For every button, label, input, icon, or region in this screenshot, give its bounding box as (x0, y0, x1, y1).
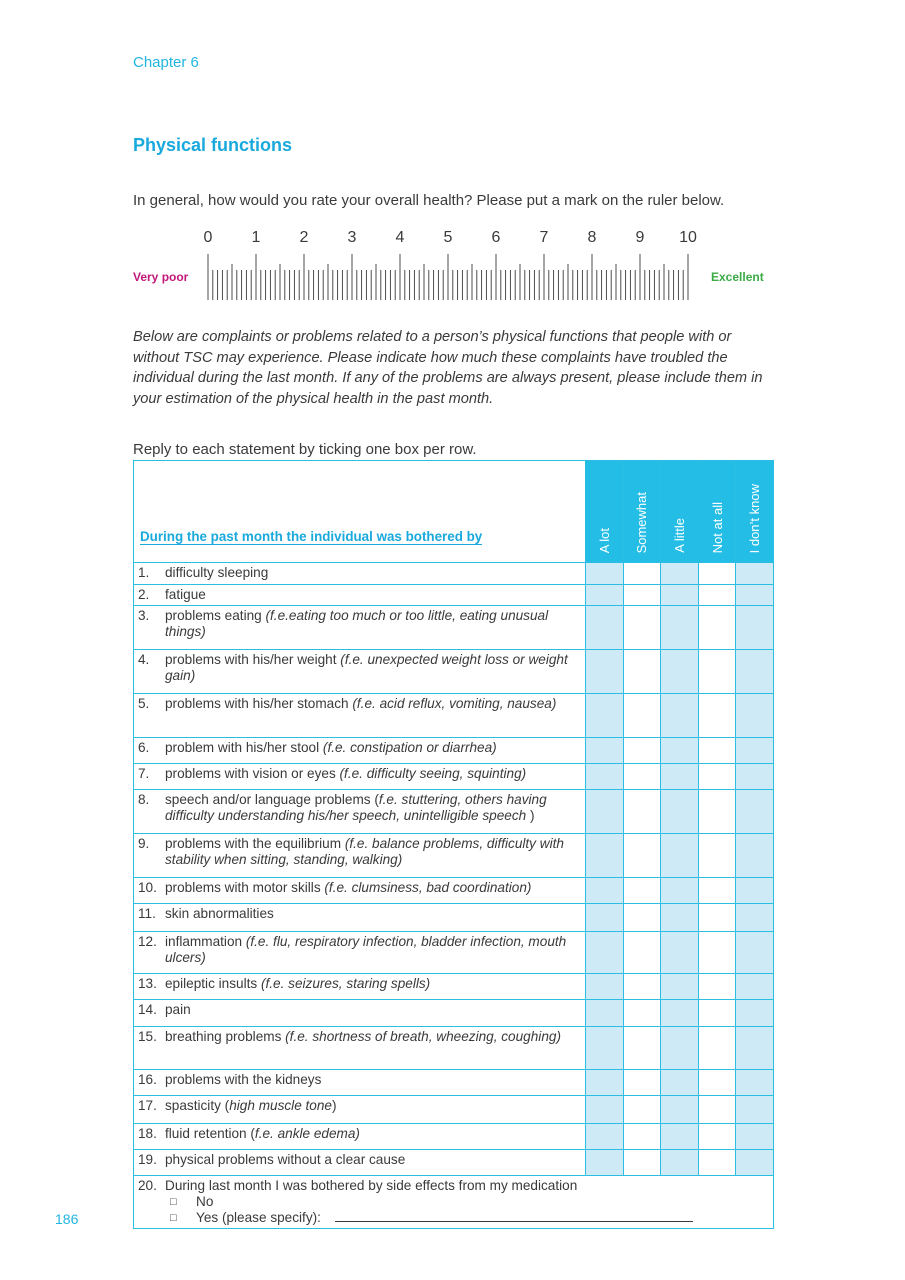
questionnaire-table (133, 460, 774, 1229)
question-item (134, 563, 586, 585)
answer-checkbox[interactable] (586, 878, 624, 904)
answer-checkbox[interactable] (736, 1150, 774, 1176)
answer-checkbox[interactable] (698, 585, 736, 606)
answer-checkbox[interactable] (586, 1000, 624, 1027)
answer-checkbox[interactable] (661, 1096, 699, 1124)
question-item (134, 878, 586, 904)
answer-checkbox[interactable] (661, 650, 699, 694)
item-example: (f.e.eating too much or too little, eating unusual things) (165, 608, 549, 639)
answer-checkbox[interactable] (623, 694, 661, 738)
ruler-tick-label: 4 (395, 229, 405, 246)
question-item (134, 1070, 586, 1096)
table-row (134, 834, 774, 878)
answer-checkbox[interactable] (736, 1000, 774, 1027)
answer-checkbox[interactable] (623, 606, 661, 650)
answer-checkbox[interactable] (698, 904, 736, 932)
item-text: skin abnormalities (165, 906, 274, 921)
answer-checkbox[interactable] (586, 764, 624, 790)
question-item (134, 834, 586, 878)
item-number: 3. (138, 608, 150, 623)
ruler-left-label: Very poor (133, 270, 189, 284)
item-text: fatigue (165, 587, 206, 602)
item-number: 16. (138, 1072, 157, 1087)
answer-checkbox[interactable] (736, 1096, 774, 1124)
question-item (134, 1000, 586, 1027)
item-text: fluid retention (f.e. ankle edema) (165, 1126, 360, 1141)
item-number: 15. (138, 1029, 157, 1044)
ruler-tick-label: 5 (443, 229, 453, 246)
answer-checkbox[interactable] (736, 974, 774, 1000)
item-text: During last month I was bothered by side effects from my medication (165, 1178, 578, 1193)
answer-checkbox[interactable] (736, 1027, 774, 1070)
item-number: 10. (138, 880, 157, 895)
ruler-scale[interactable] (133, 224, 773, 304)
answer-checkbox[interactable] (698, 694, 736, 738)
reply-instruction: Reply to each statement by ticking one box per row. (133, 441, 477, 458)
checkbox-icon[interactable]: □ (170, 1212, 177, 1224)
item-example: (f.e. unexpected weight loss or weight gain) (165, 652, 568, 683)
answer-checkbox[interactable] (586, 738, 624, 764)
answer-checkbox[interactable] (586, 1150, 624, 1176)
answer-checkbox[interactable] (661, 932, 699, 974)
specify-line[interactable] (335, 1210, 693, 1222)
answer-checkbox[interactable] (623, 1150, 661, 1176)
answer-checkbox[interactable] (736, 738, 774, 764)
col-not-at-all: Not at all (698, 461, 736, 563)
answer-checkbox[interactable] (623, 904, 661, 932)
question-item (134, 650, 586, 694)
question-item (134, 790, 586, 834)
table-row (134, 1027, 774, 1070)
answer-checkbox[interactable] (623, 1027, 661, 1070)
answer-checkbox[interactable] (698, 1027, 736, 1070)
answer-checkbox[interactable] (623, 1000, 661, 1027)
table-row (134, 764, 774, 790)
item-example: f.e. stuttering, others having difficulty understanding his/her speech, unintelligible speech (165, 792, 547, 823)
table-row (134, 563, 774, 585)
question-item (134, 904, 586, 932)
col-a-little: A little (661, 461, 699, 563)
table-row (134, 606, 774, 650)
table-row (134, 585, 774, 606)
item-text: physical problems without a clear cause (165, 1152, 406, 1167)
option-yes[interactable] (138, 1210, 769, 1226)
answer-checkbox[interactable] (698, 606, 736, 650)
answer-checkbox[interactable] (586, 563, 624, 585)
answer-checkbox[interactable] (661, 1124, 699, 1150)
answer-checkbox[interactable] (661, 563, 699, 585)
answer-checkbox[interactable] (698, 650, 736, 694)
table-row (134, 878, 774, 904)
answer-checkbox[interactable] (586, 904, 624, 932)
ruler-tick-label: 8 (587, 229, 597, 246)
answer-checkbox[interactable] (586, 694, 624, 738)
answer-checkbox[interactable] (623, 1096, 661, 1124)
answer-checkbox[interactable] (623, 764, 661, 790)
item-number: 20. (138, 1178, 157, 1193)
answer-checkbox[interactable] (586, 585, 624, 606)
answer-checkbox[interactable] (736, 694, 774, 738)
answer-checkbox[interactable] (661, 790, 699, 834)
item-number: 12. (138, 934, 157, 949)
answer-checkbox[interactable] (661, 878, 699, 904)
answer-checkbox[interactable] (698, 1124, 736, 1150)
answer-checkbox[interactable] (698, 834, 736, 878)
answer-checkbox[interactable] (586, 1096, 624, 1124)
item-number: 4. (138, 652, 150, 667)
table-row (134, 694, 774, 738)
answer-checkbox[interactable] (586, 606, 624, 650)
answer-checkbox[interactable] (698, 764, 736, 790)
ruler-tick-label: 10 (679, 229, 697, 246)
item-text: problems with the kidneys (165, 1072, 322, 1087)
item-text: difficulty sleeping (165, 565, 269, 580)
answer-checkbox[interactable] (661, 1027, 699, 1070)
question-header: During the past month the individual was bothered by (134, 461, 586, 563)
item-text: problem with his/her stool (f.e. constipation or diarrhea) (165, 740, 497, 755)
answer-checkbox[interactable] (661, 585, 699, 606)
answer-checkbox[interactable] (623, 563, 661, 585)
ruler-tick-label: 0 (203, 229, 213, 246)
answer-checkbox[interactable] (698, 563, 736, 585)
answer-checkbox[interactable] (623, 974, 661, 1000)
question-item (134, 585, 586, 606)
item-text: inflammation (f.e. flu, respiratory infection, bladder infection, mouth ulcers) (165, 934, 567, 965)
item-number: 7. (138, 766, 150, 781)
table-row (134, 904, 774, 932)
answer-checkbox[interactable] (623, 1124, 661, 1150)
answer-checkbox[interactable] (586, 974, 624, 1000)
table-row-last (134, 1176, 774, 1229)
answer-checkbox[interactable] (623, 878, 661, 904)
section-title: Physical functions (133, 135, 293, 155)
answer-checkbox[interactable] (698, 790, 736, 834)
item-text: speech and/or language problems (f.e. stuttering, others having difficulty understanding his/her speech, unintelligible speech ) (165, 792, 547, 823)
item-example: (f.e. acid reflux, vomiting, nausea) (352, 696, 557, 711)
answer-checkbox[interactable] (736, 834, 774, 878)
health-ruler[interactable] (133, 224, 773, 304)
question-item (134, 606, 586, 650)
question-item (134, 764, 586, 790)
item-example: (f.e. flu, respiratory infection, bladder infection, mouth ulcers) (165, 934, 567, 965)
answer-checkbox[interactable] (736, 790, 774, 834)
ruler-tick-label: 1 (251, 229, 261, 246)
answer-checkbox[interactable] (623, 738, 661, 764)
item-number: 11. (138, 906, 156, 921)
chapter-label: Chapter 6 (133, 54, 199, 71)
answer-checkbox[interactable] (736, 606, 774, 650)
answer-checkbox[interactable] (736, 1070, 774, 1096)
answer-checkbox[interactable] (623, 1070, 661, 1096)
table-row (134, 1096, 774, 1124)
item-text: spasticity (high muscle tone) (165, 1098, 337, 1113)
answer-checkbox[interactable] (736, 878, 774, 904)
item-text: pain (165, 1002, 191, 1017)
table-row (134, 974, 774, 1000)
table-row (134, 1150, 774, 1176)
answer-checkbox[interactable] (661, 764, 699, 790)
answer-checkbox[interactable] (736, 650, 774, 694)
medication-question (134, 1176, 774, 1229)
answer-checkbox[interactable] (623, 650, 661, 694)
answer-checkbox[interactable] (661, 1000, 699, 1027)
item-number: 1. (138, 565, 150, 580)
answer-checkbox[interactable] (698, 878, 736, 904)
question-item (134, 738, 586, 764)
answer-checkbox[interactable] (661, 606, 699, 650)
answer-checkbox[interactable] (586, 932, 624, 974)
answer-checkbox[interactable] (623, 932, 661, 974)
answer-checkbox[interactable] (586, 1027, 624, 1070)
answer-checkbox[interactable] (736, 563, 774, 585)
answer-checkbox[interactable] (698, 974, 736, 1000)
item-text: problems with vision or eyes (f.e. difficulty seeing, squinting) (165, 766, 527, 781)
answer-checkbox[interactable] (736, 904, 774, 932)
page-number: 186 (55, 1211, 79, 1227)
question-item (134, 932, 586, 974)
answer-checkbox[interactable] (586, 1070, 624, 1096)
question-item (134, 1096, 586, 1124)
answer-checkbox[interactable] (698, 738, 736, 764)
item-number: 8. (138, 792, 150, 807)
answer-checkbox[interactable] (586, 650, 624, 694)
answer-checkbox[interactable] (736, 585, 774, 606)
answer-checkbox[interactable] (698, 1096, 736, 1124)
item-number: 13. (138, 976, 157, 991)
col-somewhat: Somewhat (623, 461, 661, 563)
table-row (134, 650, 774, 694)
answer-checkbox[interactable] (698, 1070, 736, 1096)
answer-checkbox[interactable] (698, 1000, 736, 1027)
answer-checkbox[interactable] (661, 738, 699, 764)
answer-checkbox[interactable] (623, 790, 661, 834)
table-row (134, 738, 774, 764)
item-number: 19. (138, 1152, 157, 1167)
item-example: (f.e. difficulty seeing, squinting) (339, 766, 527, 781)
ruler-tick-label: 6 (491, 229, 501, 246)
item-number: 14. (138, 1002, 157, 1017)
item-text: problems eating (f.e.eating too much or too little, eating unusual things) (165, 608, 549, 639)
ruler-tick-label: 3 (347, 229, 357, 246)
question-item (134, 1124, 586, 1150)
item-example: (f.e. balance problems, difficulty with stability when sitting, standing, walking) (165, 836, 564, 867)
instructions-paragraph: Below are complaints or problems related to a person’s physical functions that people with or without TSC may experience. Please indicate how much these complaints have troubled the individual during the last month. If any of the problems are always present, please include them in your estimation of the physical health in the past month. (133, 329, 763, 407)
item-number: 17. (138, 1098, 157, 1113)
answer-checkbox[interactable] (586, 834, 624, 878)
answer-checkbox[interactable] (586, 1124, 624, 1150)
item-number: 18. (138, 1126, 157, 1141)
item-text: problems with motor skills (f.e. clumsiness, bad coordination) (165, 880, 532, 895)
answer-checkbox[interactable] (661, 904, 699, 932)
answer-checkbox[interactable] (623, 585, 661, 606)
answer-checkbox[interactable] (698, 932, 736, 974)
checkbox-icon[interactable]: □ (170, 1196, 177, 1208)
table-row (134, 1000, 774, 1027)
answer-checkbox[interactable] (736, 1124, 774, 1150)
question-item (134, 1027, 586, 1070)
item-number: 9. (138, 836, 150, 851)
answer-checkbox[interactable] (623, 834, 661, 878)
item-number: 6. (138, 740, 150, 755)
item-text: problems with the equilibrium (f.e. balance problems, difficulty with stability when sitting, standing, walking) (165, 836, 564, 867)
answer-checkbox[interactable] (661, 1070, 699, 1096)
item-example: f.e. ankle edema) (254, 1126, 360, 1141)
table-row (134, 932, 774, 974)
item-example: (f.e. clumsiness, bad coordination) (324, 880, 532, 895)
answer-checkbox[interactable] (661, 694, 699, 738)
ruler-tick-label: 9 (635, 229, 645, 246)
col-a-lot: A lot (586, 461, 624, 563)
col-dont-know: I don’t know (736, 461, 774, 563)
table-row (134, 1124, 774, 1150)
item-number: 2. (138, 587, 150, 602)
option-label: No (196, 1194, 214, 1209)
item-text: problems with his/her weight (f.e. unexpected weight loss or weight gain) (165, 652, 568, 683)
item-text: breathing problems (f.e. shortness of breath, wheezing, coughing) (165, 1029, 561, 1044)
answer-checkbox[interactable] (661, 834, 699, 878)
option-label: Yes (please specify): (196, 1210, 321, 1225)
answer-checkbox[interactable] (698, 1150, 736, 1176)
option-no[interactable] (138, 1194, 769, 1210)
ruler-question: In general, how would you rate your overall health? Please put a mark on the ruler below. (133, 192, 725, 209)
item-example: (f.e. seizures, staring spells) (260, 976, 431, 991)
answer-checkbox[interactable] (586, 790, 624, 834)
item-number: 5. (138, 696, 150, 711)
ruler-right-label: Excellent (711, 270, 764, 284)
answer-checkbox[interactable] (661, 1150, 699, 1176)
answer-checkbox[interactable] (661, 974, 699, 1000)
item-example: (f.e. constipation or diarrhea) (322, 740, 497, 755)
table-row (134, 790, 774, 834)
ruler-tick-label: 7 (539, 229, 549, 246)
item-text: problems with his/her stomach (f.e. acid reflux, vomiting, nausea) (165, 696, 557, 711)
answer-checkbox[interactable] (736, 764, 774, 790)
answer-checkbox[interactable] (736, 932, 774, 974)
table-row (134, 1070, 774, 1096)
question-item (134, 1150, 586, 1176)
item-example: high muscle tone (229, 1098, 332, 1113)
question-item (134, 694, 586, 738)
item-example: (f.e. shortness of breath, wheezing, coughing) (285, 1029, 561, 1044)
question-item (134, 974, 586, 1000)
item-text: epileptic insults (f.e. seizures, staring spells) (165, 976, 431, 991)
ruler-tick-label: 2 (299, 229, 309, 246)
